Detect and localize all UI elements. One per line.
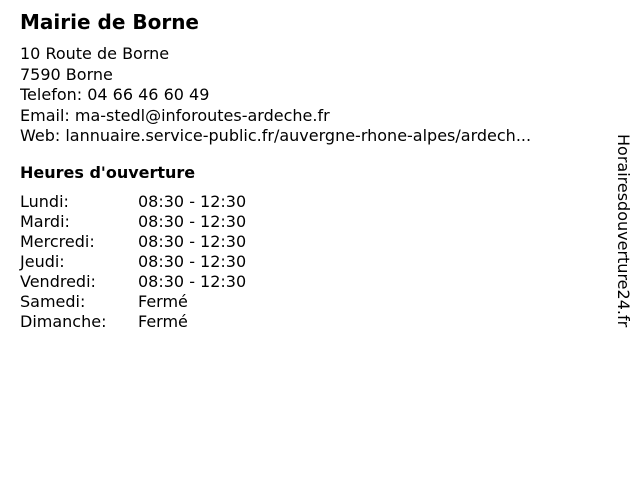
- business-card: [20, 9, 600, 332]
- time-value: 08:30 - 12:30: [138, 211, 247, 231]
- time-value: Fermé: [138, 291, 188, 311]
- hours-row-sunday: [20, 312, 600, 332]
- day-label: Lundi:: [20, 191, 69, 211]
- time-value: 08:30 - 12:30: [138, 271, 247, 291]
- hours-row-saturday: [20, 292, 600, 312]
- hours-row-tuesday: [20, 212, 600, 232]
- day-label: Mardi:: [20, 211, 70, 231]
- day-label: Jeudi:: [20, 251, 65, 271]
- time-value: 08:30 - 12:30: [138, 231, 247, 251]
- day-label: Vendredi:: [20, 271, 96, 291]
- business-name: Mairie de Borne: [20, 10, 199, 34]
- opening-hours-table: [20, 192, 600, 332]
- hours-row-thursday: [20, 252, 600, 272]
- day-label: Samedi:: [20, 291, 86, 311]
- address-city: 7590 Borne: [20, 64, 113, 84]
- contact-block: [20, 44, 600, 147]
- time-value: 08:30 - 12:30: [138, 251, 247, 271]
- hours-row-wednesday: [20, 232, 600, 252]
- email-line: Email: ma-stedl@inforoutes-ardeche.fr: [20, 105, 330, 125]
- time-value: 08:30 - 12:30: [138, 191, 247, 211]
- site-watermark: Horairesdouverture24.fr: [614, 134, 633, 328]
- web-line: Web: lannuaire.service-public.fr/auvergne-rhone-alpes/ardech...: [20, 126, 532, 145]
- day-label: Dimanche:: [20, 311, 107, 331]
- day-label: Mercredi:: [20, 231, 95, 251]
- phone-line: Telefon: 04 66 46 60 49: [20, 85, 210, 104]
- hours-row-friday: [20, 272, 600, 292]
- hours-row-monday: [20, 192, 600, 212]
- time-value: Fermé: [138, 311, 188, 331]
- address-street: 10 Route de Borne: [20, 44, 170, 63]
- opening-hours-heading: Heures d'ouverture: [20, 162, 196, 182]
